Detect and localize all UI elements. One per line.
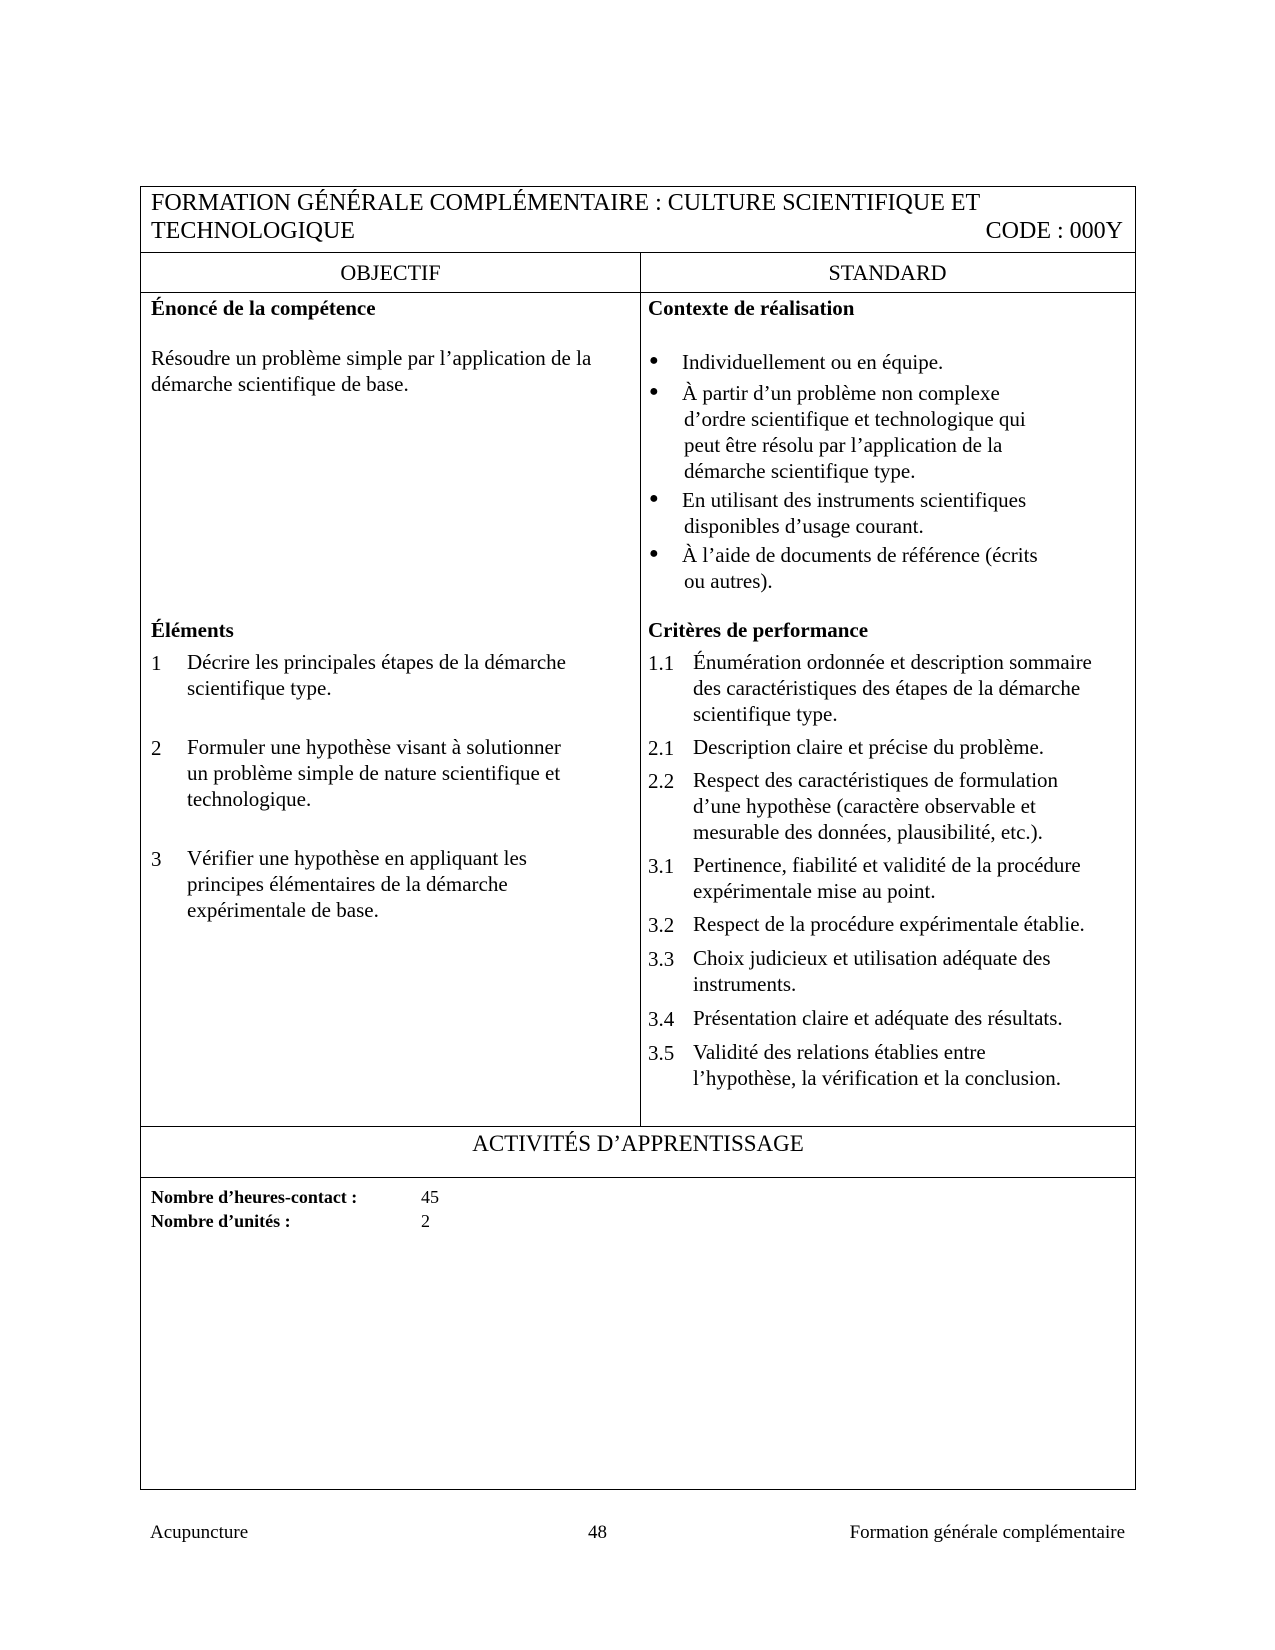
critere-number: 3.1 [648, 854, 675, 878]
critere-line: scientifique type. [693, 702, 838, 726]
critere-line: Choix judicieux et utilisation adéquate des [693, 946, 1051, 970]
critere-line: expérimentale mise au point. [693, 879, 936, 903]
critere-line: Description claire et précise du problème. [693, 735, 1045, 759]
unites-label: Nombre d’unités : [151, 1211, 291, 1231]
element-line: Formuler une hypothèse visant à solutionner [187, 735, 561, 759]
element-number: 2 [151, 736, 162, 760]
heures-label: Nombre d’heures-contact : [151, 1187, 358, 1207]
critere-number: 2.2 [648, 769, 675, 793]
elements-heading: Éléments [151, 618, 234, 642]
column-header-standard: STANDARD [640, 253, 1135, 293]
bullet-icon: ● [649, 383, 659, 400]
critere-number: 1.1 [648, 651, 675, 675]
critere-line: Respect de la procédure expérimentale établie. [693, 912, 1085, 936]
critere-line: instruments. [693, 972, 797, 996]
page-number: 48 [588, 1522, 607, 1543]
critere-number: 2.1 [648, 736, 675, 760]
footer-left: Acupuncture [150, 1522, 249, 1543]
course-code: CODE : 000Y [985, 218, 1123, 244]
critere-line: Présentation claire et adéquate des résultats. [693, 1006, 1063, 1030]
criteres-heading: Critères de performance [648, 618, 869, 642]
element-line: principes élémentaires de la démarche [187, 872, 508, 896]
heures-value: 45 [421, 1187, 439, 1207]
critere-number: 3.3 [648, 947, 675, 971]
critere-line: Pertinence, fiabilité et validité de la procédure [693, 853, 1081, 877]
element-line: un problème simple de nature scientifique et [187, 761, 561, 785]
competency-table [140, 186, 1136, 1490]
element-number: 1 [151, 651, 162, 675]
critere-line: mesurable des données, plausibilité, etc.). [693, 820, 1043, 844]
enonce-line: démarche scientifique de base. [151, 372, 409, 396]
contexte-line: disponibles d’usage courant. [684, 514, 924, 538]
contexte-heading: Contexte de réalisation [648, 296, 855, 320]
title-line-2: TECHNOLOGIQUE [151, 218, 355, 244]
title-line-1: FORMATION GÉNÉRALE COMPLÉMENTAIRE : CULTURE SCIENTIFIQUE ET [151, 190, 981, 216]
divider [141, 1126, 1135, 1127]
column-header-objectif: OBJECTIF [141, 253, 640, 293]
bullet-icon: ● [649, 545, 659, 562]
contexte-line: démarche scientifique type. [684, 459, 916, 483]
contexte-line: Individuellement ou en équipe. [682, 350, 944, 374]
contexte-line: ou autres). [684, 569, 773, 593]
divider [141, 1177, 1135, 1178]
critere-line: des caractéristiques des étapes de la démarche [693, 676, 1081, 700]
contexte-line: peut être résolu par l’application de la [684, 433, 1003, 457]
unites-value: 2 [421, 1211, 430, 1231]
critere-number: 3.4 [648, 1007, 675, 1031]
element-line: scientifique type. [187, 676, 332, 700]
element-line: expérimentale de base. [187, 898, 379, 922]
element-line: technologique. [187, 787, 312, 811]
contexte-line: À l’aide de documents de référence (écrits [682, 543, 1038, 567]
contexte-line: À partir d’un problème non complexe [682, 381, 1000, 405]
element-number: 3 [151, 847, 162, 871]
column-divider [640, 253, 641, 1126]
footer-right: Formation générale complémentaire [849, 1522, 1125, 1543]
critere-line: Respect des caractéristiques de formulation [693, 768, 1059, 792]
enonce-line: Résoudre un problème simple par l’application de la [151, 346, 592, 370]
critere-line: l’hypothèse, la vérification et la conclusion. [693, 1066, 1061, 1090]
critere-number: 3.2 [648, 913, 675, 937]
critere-line: Validité des relations établies entre [693, 1040, 986, 1064]
contexte-line: d’ordre scientifique et technologique qui [684, 407, 1026, 431]
bullet-icon: ● [649, 352, 659, 369]
bullet-icon: ● [649, 490, 659, 507]
contexte-line: En utilisant des instruments scientifiques [682, 488, 1027, 512]
critere-line: Énumération ordonnée et description sommaire [693, 650, 1092, 674]
enonce-heading: Énoncé de la compétence [151, 296, 376, 320]
title-row [141, 187, 1135, 253]
activites-title: ACTIVITÉS D’APPRENTISSAGE [472, 1131, 804, 1156]
critere-number: 3.5 [648, 1041, 675, 1065]
element-line: Décrire les principales étapes de la démarche [187, 650, 566, 674]
critere-line: d’une hypothèse (caractère observable et [693, 794, 1036, 818]
element-line: Vérifier une hypothèse en appliquant les [187, 846, 527, 870]
